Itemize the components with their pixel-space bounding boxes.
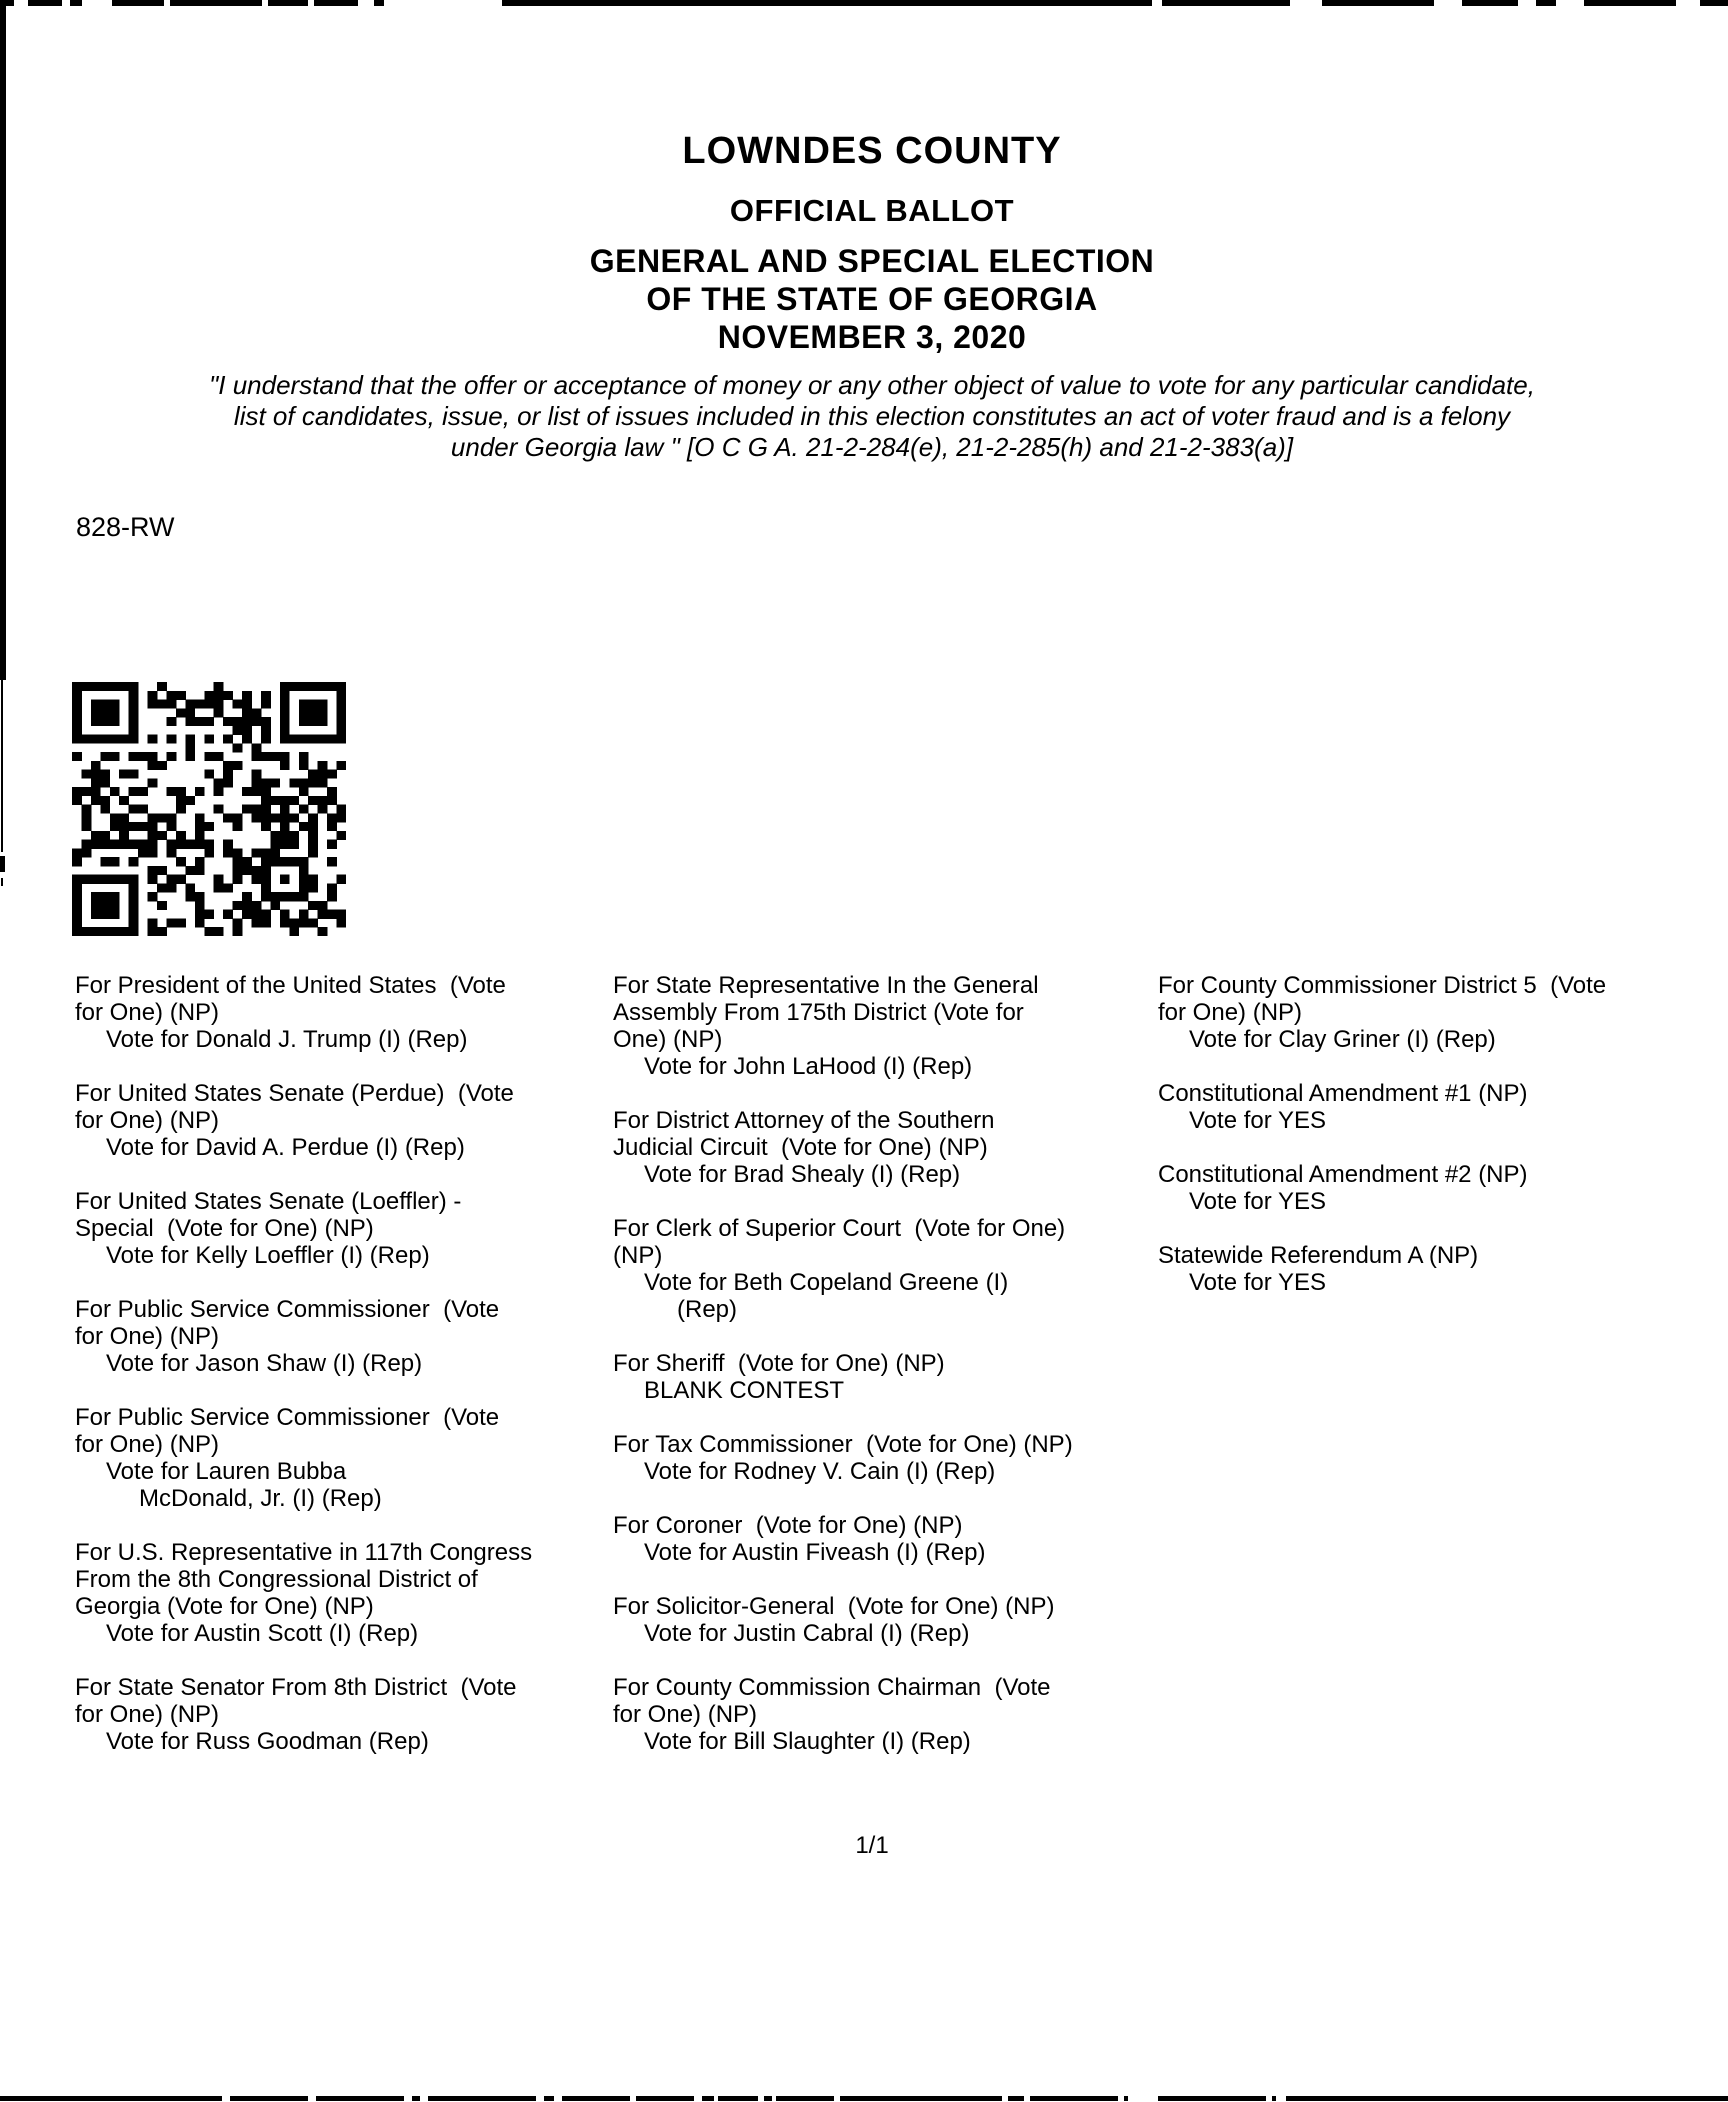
contest-title-line: Constitutional Amendment #1 (NP): [1158, 1080, 1528, 1107]
contest-title-line: for One) (NP): [613, 1701, 758, 1728]
contest-title-line: For President of the United States (Vote: [75, 972, 506, 999]
contest-title-line: For Public Service Commissioner (Vote: [75, 1296, 500, 1323]
contest-title-line: For State Senator From 8th District (Vote: [75, 1674, 517, 1701]
contest-vote-line: BLANK CONTEST: [644, 1377, 845, 1404]
contest: [613, 1512, 1158, 1566]
contest-vote-line: Vote for Lauren Bubba: [106, 1458, 347, 1485]
contest: [1158, 1161, 1728, 1215]
contest-vote-line: Vote for Rodney V. Cain (I) (Rep): [644, 1458, 996, 1485]
contest-title-line: Judicial Circuit (Vote for One) (NP): [613, 1134, 988, 1161]
contest-title-line: From the 8th Congressional District of: [75, 1566, 478, 1593]
top-dashed-border: [0, 0, 1728, 8]
contest: [613, 1107, 1158, 1188]
election-title: [20, 242, 1724, 356]
contest: [613, 1593, 1158, 1647]
contest: [75, 1404, 615, 1512]
contest-title-line: Assembly From 175th District (Vote for: [613, 999, 1024, 1026]
contest-title-line: for One) (NP): [75, 1323, 220, 1350]
contest-vote-line: Vote for Donald J. Trump (I) (Rep): [106, 1026, 468, 1053]
contest-title-line: For Public Service Commissioner (Vote: [75, 1404, 500, 1431]
contest: [1158, 1242, 1728, 1296]
election-date: NOVEMBER 3, 2020: [717, 319, 1027, 355]
contest-vote-line-wrap: McDonald, Jr. (I) (Rep): [139, 1485, 382, 1512]
left-edge-tick: [0, 856, 5, 872]
contest-vote-line: Vote for Kelly Loeffler (I) (Rep): [106, 1242, 430, 1269]
contest-vote-line: Vote for Jason Shaw (I) (Rep): [106, 1350, 423, 1377]
voter-fraud-disclaimer: [20, 370, 1724, 463]
election-title-line2: OF THE STATE OF GEORGIA: [646, 281, 1098, 317]
qr-code-icon: [72, 682, 346, 936]
contest-vote-line: Vote for Russ Goodman (Rep): [106, 1728, 429, 1755]
ballot-type-title: OFFICIAL BALLOT: [729, 193, 1015, 228]
contest-title-line: Georgia (Vote for One) (NP): [75, 1593, 374, 1620]
contest-title-line: for One) (NP): [75, 1107, 220, 1134]
contest-vote-line: Vote for David A. Perdue (I) (Rep): [106, 1134, 465, 1161]
contest-vote-line: Vote for Clay Griner (I) (Rep): [1189, 1026, 1496, 1053]
contest: [613, 1431, 1158, 1485]
contest-vote-line: Vote for Beth Copeland Greene (I): [644, 1269, 1009, 1296]
contest-vote-line-wrap: (Rep): [677, 1296, 738, 1323]
contest-column-2: [613, 972, 1158, 1782]
contest: [613, 1674, 1158, 1755]
contest-title-line: Constitutional Amendment #2 (NP): [1158, 1161, 1528, 1188]
contest-vote-line: Vote for John LaHood (I) (Rep): [644, 1053, 973, 1080]
contest-vote-line: Vote for Austin Scott (I) (Rep): [106, 1620, 419, 1647]
contest: [613, 1350, 1158, 1404]
contest-title-line: For Tax Commissioner (Vote for One) (NP): [613, 1431, 1073, 1458]
contest: [75, 1188, 615, 1269]
contest: [75, 972, 615, 1053]
contest: [75, 1674, 615, 1755]
contest: [75, 1296, 615, 1377]
contest: [75, 1080, 615, 1161]
contest-title-line: For Sheriff (Vote for One) (NP): [613, 1350, 945, 1377]
contest: [613, 972, 1158, 1080]
contest-title-line: For County Commission Chairman (Vote: [613, 1674, 1051, 1701]
qr-code-image: [72, 682, 346, 936]
contest-title-line: For Coroner (Vote for One) (NP): [613, 1512, 963, 1539]
contest-title-line: For United States Senate (Loeffler) -: [75, 1188, 462, 1215]
disclaimer-line3: under Georgia law " [O C G A. 21-2-284(e), 21-2-285(h) and 21-2-383(a)]: [450, 432, 1294, 462]
contest-title-line: For U.S. Representative in 117th Congress: [75, 1539, 533, 1566]
bottom-dashed-border: [0, 2094, 1728, 2102]
disclaimer-line2: list of candidates, issue, or list of issues included in this election constitutes an act of voter fraud and is a felony: [233, 401, 1511, 431]
ballot-style-code: 828-RW: [76, 512, 175, 542]
contest-title-line: Special (Vote for One) (NP): [75, 1215, 374, 1242]
contest-column-3: [1158, 972, 1728, 1323]
contest-title-line: for One) (NP): [75, 999, 220, 1026]
disclaimer-line1: "I understand that the offer or acceptance of money or any other object of value to vote for any particular candidate,: [209, 370, 1535, 400]
contest-column-1: [75, 972, 615, 1782]
contest-title-line: For County Commissioner District 5 (Vote: [1158, 972, 1607, 999]
contest: [1158, 972, 1728, 1053]
contest-title-line: For Solicitor-General (Vote for One) (NP): [613, 1593, 1055, 1620]
left-edge-line: [1, 680, 3, 852]
election-title-line1: GENERAL AND SPECIAL ELECTION: [589, 243, 1155, 279]
contest: [1158, 1080, 1728, 1134]
contest-title-line: for One) (NP): [75, 1431, 220, 1458]
contest-vote-line: Vote for YES: [1189, 1107, 1326, 1134]
contest-title-line: For State Representative In the General: [613, 972, 1039, 999]
contest-vote-line: Vote for Brad Shealy (I) (Rep): [644, 1161, 961, 1188]
contest: [613, 1215, 1158, 1323]
contest-vote-line: Vote for Austin Fiveash (I) (Rep): [644, 1539, 986, 1566]
contest-title-line: For District Attorney of the Southern: [613, 1107, 995, 1134]
contest-title-line: Statewide Referendum A (NP): [1158, 1242, 1479, 1269]
page-number: 1/1: [855, 1832, 889, 1859]
contest-title-line: for One) (NP): [1158, 999, 1303, 1026]
contest-vote-line: Vote for YES: [1189, 1269, 1326, 1296]
contest-vote-line: Vote for Justin Cabral (I) (Rep): [644, 1620, 970, 1647]
county-title: LOWNDES COUNTY: [682, 130, 1062, 172]
left-edge-dot: [1, 878, 3, 886]
left-edge-bar: [0, 0, 6, 680]
contest-title-line: For Clerk of Superior Court (Vote for One): [613, 1215, 1066, 1242]
contest-title-line: One) (NP): [613, 1026, 723, 1053]
contest-title-line: (NP): [613, 1242, 663, 1269]
contest-vote-line: Vote for YES: [1189, 1188, 1326, 1215]
contest: [75, 1539, 615, 1647]
contest-vote-line: Vote for Bill Slaughter (I) (Rep): [644, 1728, 971, 1755]
contest-title-line: for One) (NP): [75, 1701, 220, 1728]
contest-title-line: For United States Senate (Perdue) (Vote: [75, 1080, 514, 1107]
